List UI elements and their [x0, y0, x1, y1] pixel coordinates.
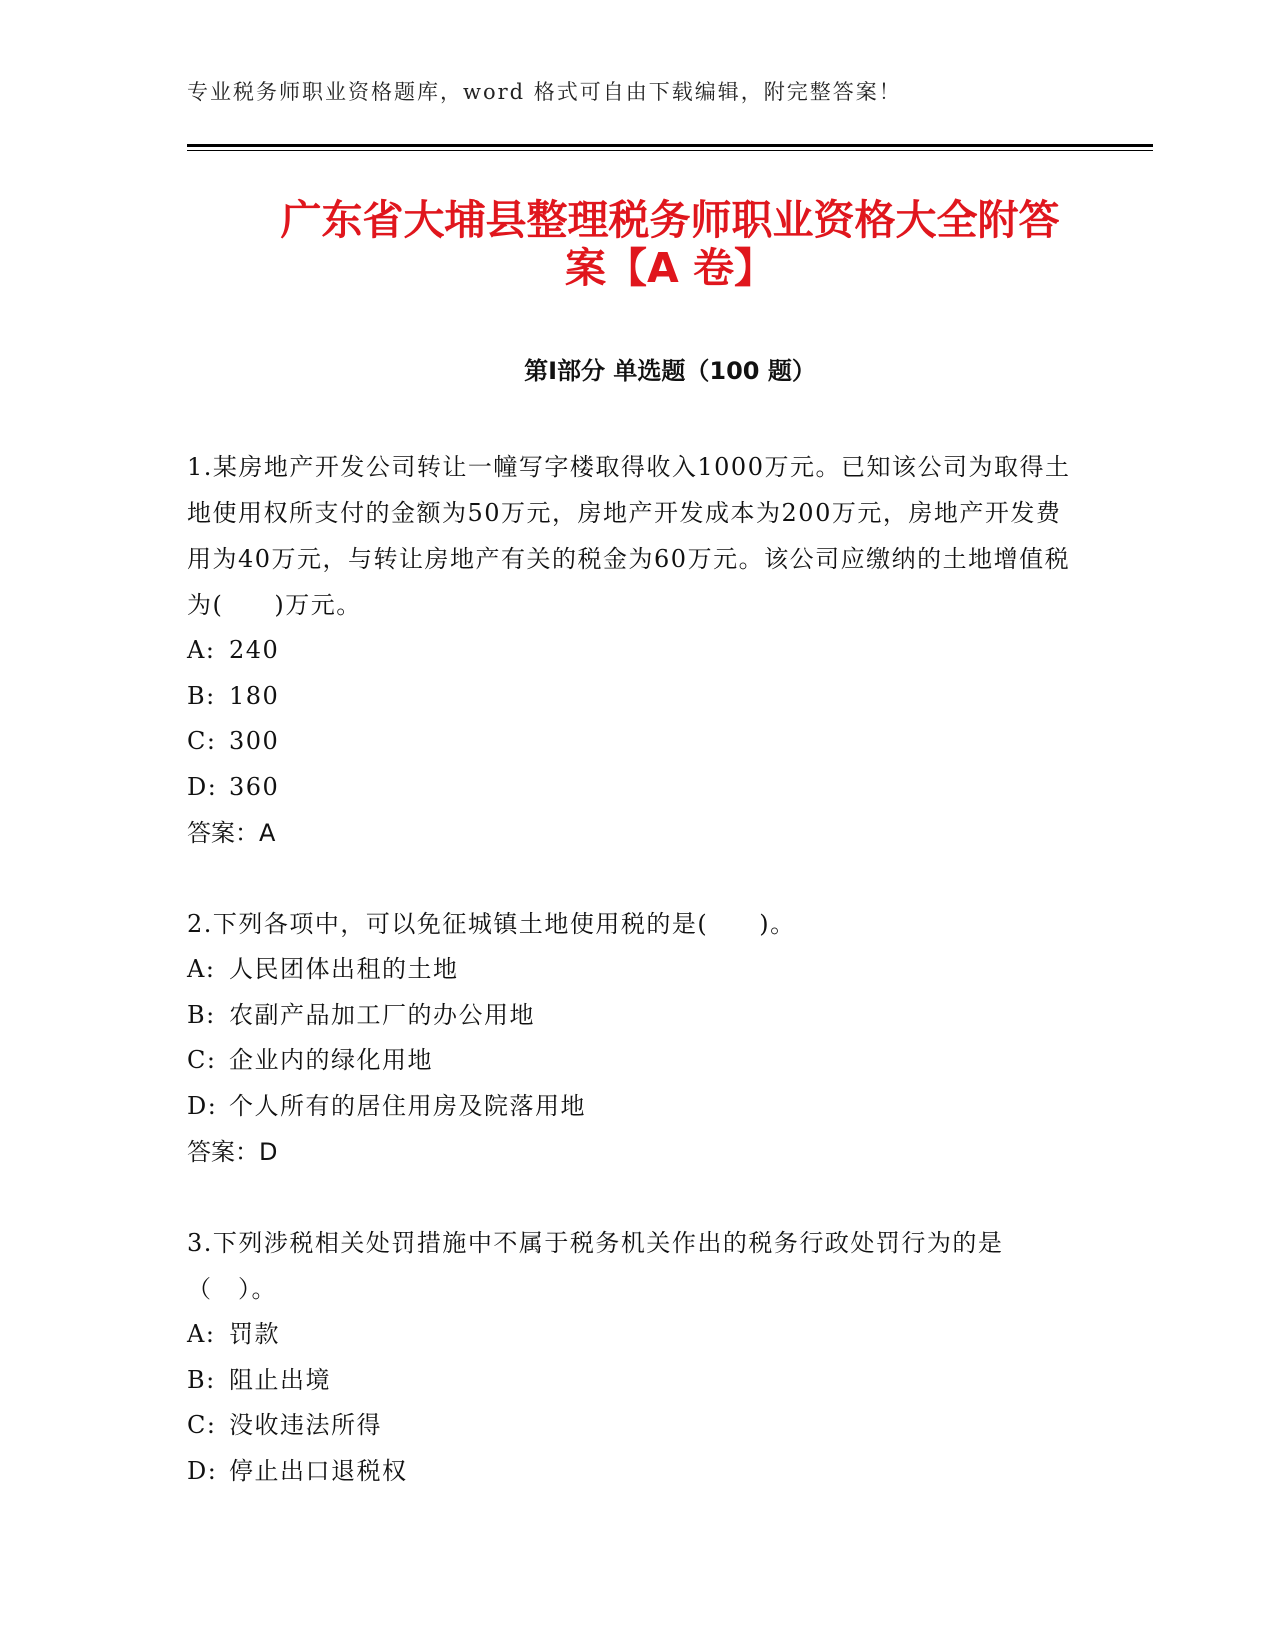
document-title-line1: 广东省大埔县整理税务师职业资格大全附答 — [280, 196, 1060, 244]
document-title — [187, 196, 1153, 292]
question-list — [187, 444, 1077, 1539]
option-letter: D: — [187, 772, 218, 801]
option-b — [187, 993, 1077, 1039]
option-letter: D: — [187, 1456, 218, 1485]
option-b — [187, 1358, 1077, 1404]
option-text: 360 — [229, 772, 280, 801]
option-letter: B: — [187, 1000, 216, 1029]
option-text: 180 — [229, 681, 280, 710]
option-text: 企业内的绿化用地 — [229, 1046, 433, 1074]
option-letter: C: — [187, 1046, 217, 1074]
question-stem: 2.下列各项中，可以免征城镇土地使用税的是( )。 — [187, 910, 796, 938]
header-rule-thick — [187, 144, 1153, 147]
option-c — [187, 1038, 1077, 1084]
option-d — [187, 1449, 1077, 1495]
option-letter: A: — [187, 636, 216, 664]
header-rule-thin — [187, 150, 1153, 151]
option-text: 个人所有的居住用房及院落用地 — [229, 1091, 586, 1120]
answer-line: 答案：D — [187, 1138, 278, 1166]
section-title: 第Ⅰ部分 单选题（100 题） — [524, 357, 816, 385]
option-c — [187, 719, 1077, 765]
option-d — [187, 1084, 1077, 1130]
option-a — [187, 1312, 1077, 1358]
option-text: 240 — [229, 636, 280, 664]
option-text: 阻止出境 — [229, 1365, 331, 1394]
option-letter: B: — [187, 1365, 216, 1394]
document-title-line2: 案【A 卷】 — [564, 244, 775, 292]
option-letter: A: — [187, 1320, 216, 1348]
option-text: 300 — [229, 727, 280, 755]
question-3 — [187, 1220, 1077, 1494]
option-b — [187, 674, 1077, 720]
option-letter: B: — [187, 681, 216, 710]
option-a — [187, 628, 1077, 674]
answer-line: 答案：A — [187, 819, 276, 847]
option-text: 停止出口退税权 — [229, 1456, 408, 1485]
option-letter: C: — [187, 1411, 217, 1439]
option-text: 人民团体出租的土地 — [229, 955, 459, 983]
option-d — [187, 765, 1077, 811]
question-stem: 3.下列涉税相关处罚措施中不属于税务机关作出的税务行政处罚行为的是（ ）。 — [187, 1229, 1004, 1303]
header-note: 专业税务师职业资格题库，word 格式可自由下载编辑，附完整答案！ — [187, 80, 902, 104]
question-stem: 1.某房地产开发公司转让一幢写字楼取得收入1000万元。已知该公司为取得土地使用权所支付的金额为50万元，房地产开发成本为200万元，房地产开发费用为40万元，与转让房地产有关的税金为60万元。该公司应缴纳的土地增值税为( )万元。 — [187, 453, 1071, 619]
option-text: 没收违法所得 — [229, 1411, 382, 1439]
option-text: 罚款 — [229, 1320, 280, 1348]
option-letter: A: — [187, 955, 216, 983]
option-c — [187, 1403, 1077, 1449]
question-2 — [187, 901, 1077, 1175]
option-text: 农副产品加工厂的办公用地 — [229, 1000, 535, 1029]
option-letter: C: — [187, 727, 217, 755]
option-a — [187, 947, 1077, 993]
option-letter: D: — [187, 1091, 218, 1120]
question-1 — [187, 444, 1077, 856]
